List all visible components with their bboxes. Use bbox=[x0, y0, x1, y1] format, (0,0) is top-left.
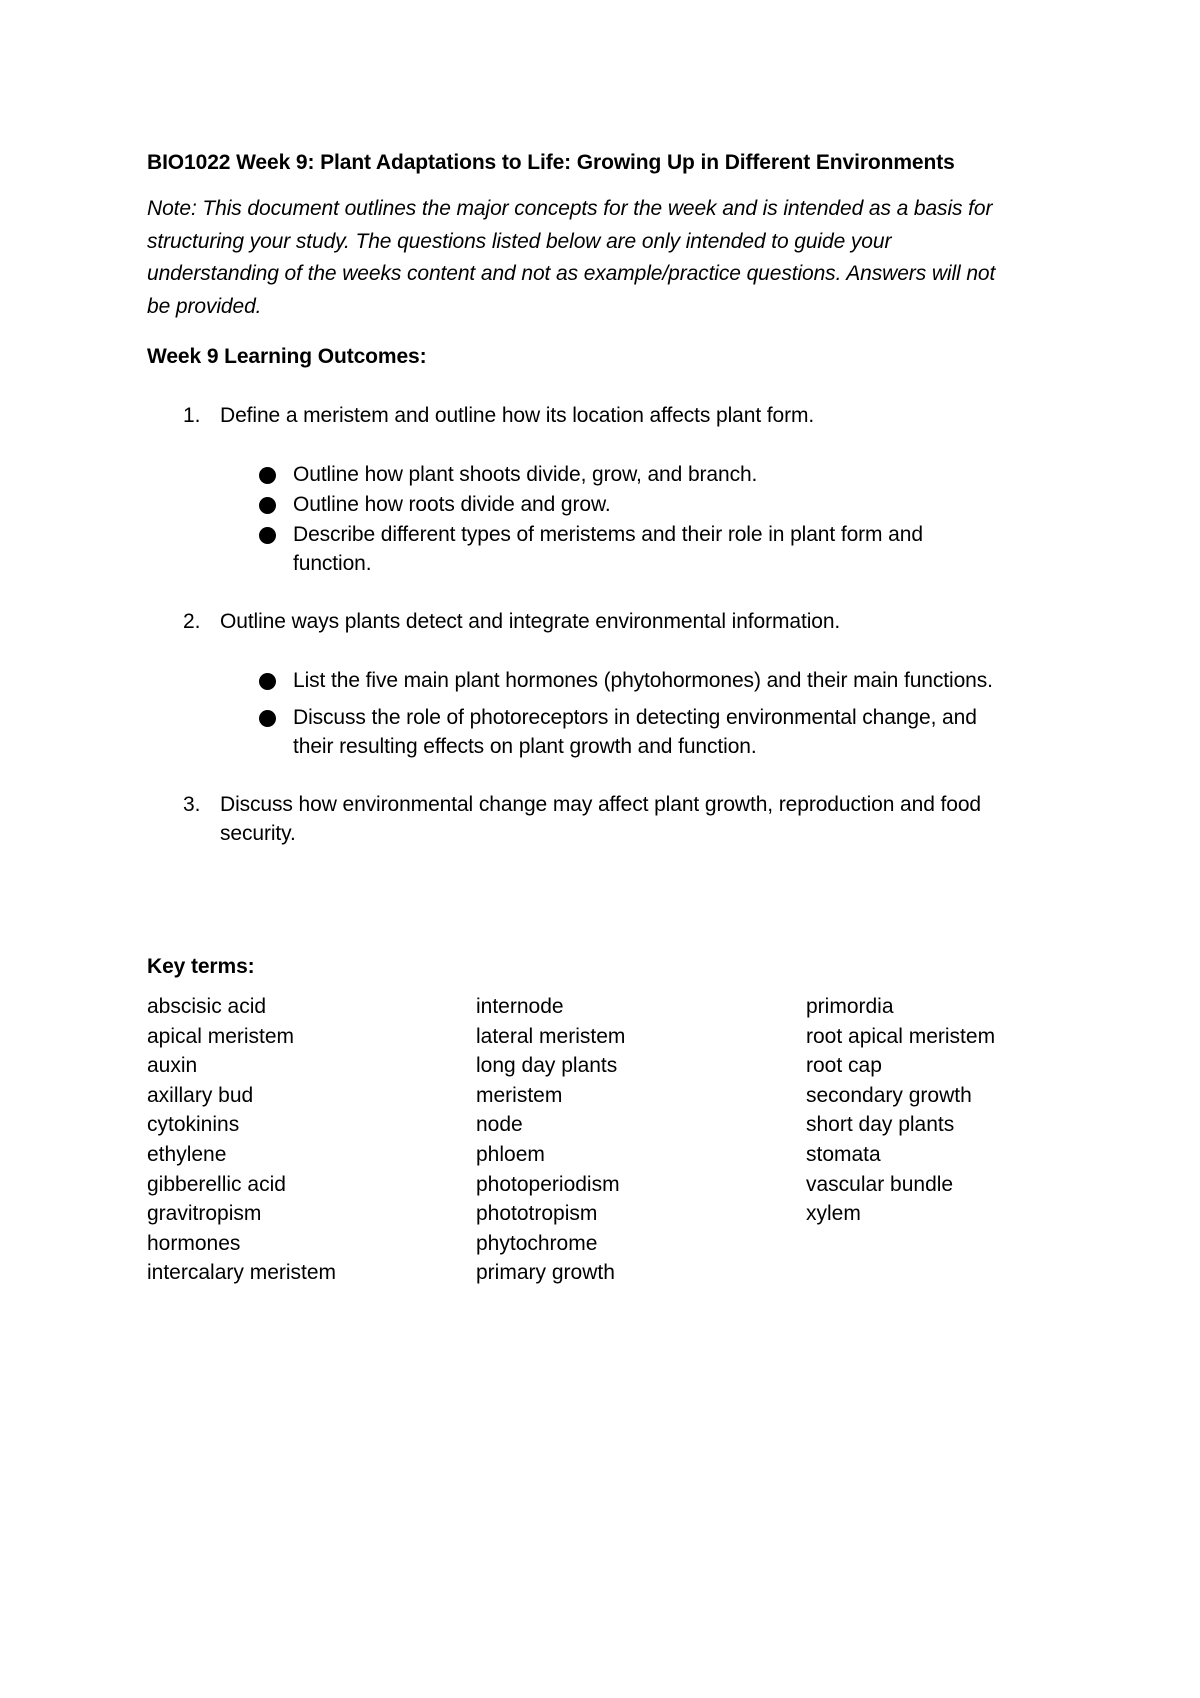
bullet-icon bbox=[259, 467, 276, 484]
note-line: understanding of the weeks content and not as example/practice questions. Answers will not bbox=[147, 262, 996, 285]
key-term: lateral meristem bbox=[476, 1024, 626, 1048]
bullet-text: Outline how plant shoots divide, grow, and branch. bbox=[293, 463, 758, 486]
key-term: auxin bbox=[147, 1054, 198, 1078]
bullet-text: function. bbox=[293, 552, 372, 575]
key-term: phototropism bbox=[476, 1202, 598, 1226]
key-term: secondary growth bbox=[806, 1083, 972, 1107]
key-term: stomata bbox=[806, 1143, 881, 1166]
key-term: axillary bud bbox=[147, 1083, 254, 1107]
outcome-text: security. bbox=[220, 822, 296, 845]
bullet-icon bbox=[259, 710, 276, 727]
key-term: intercalary meristem bbox=[147, 1261, 337, 1285]
key-term: node bbox=[476, 1113, 523, 1137]
key-term: gravitropism bbox=[147, 1202, 262, 1226]
key-term: ethylene bbox=[147, 1143, 227, 1166]
key-terms-heading: Key terms: bbox=[147, 955, 255, 978]
key-term: short day plants bbox=[806, 1113, 955, 1137]
key-term: meristem bbox=[476, 1083, 563, 1107]
key-term: xylem bbox=[806, 1202, 861, 1226]
key-term: hormones bbox=[147, 1231, 241, 1255]
key-term: phloem bbox=[476, 1143, 545, 1166]
bullet-text: Outline how roots divide and grow. bbox=[293, 493, 611, 516]
note-line: be provided. bbox=[147, 295, 262, 318]
key-term: primary growth bbox=[476, 1261, 615, 1285]
key-term: primordia bbox=[806, 995, 894, 1018]
key-term: gibberellic acid bbox=[147, 1172, 286, 1196]
document-title: BIO1022 Week 9: Plant Adaptations to Life: Growing Up in Different Environments bbox=[147, 151, 955, 174]
key-term: abscisic acid bbox=[147, 995, 267, 1018]
key-term: photoperiodism bbox=[476, 1172, 620, 1196]
bullet-text: their resulting effects on plant growth and function. bbox=[293, 735, 757, 758]
bullet-text: Describe different types of meristems and their role in plant form and bbox=[293, 523, 923, 546]
bullet-text: List the five main plant hormones (phytohormones) and their main functions. bbox=[293, 669, 993, 692]
key-term: phytochrome bbox=[476, 1231, 598, 1255]
bullet-text: Discuss the role of photoreceptors in detecting environmental change, and bbox=[293, 706, 977, 729]
note-line: Note: This document outlines the major concepts for the week and is intended as a basis for bbox=[147, 197, 993, 220]
key-term: apical meristem bbox=[147, 1024, 295, 1048]
outcome-text: Discuss how environmental change may affect plant growth, reproduction and food bbox=[220, 793, 981, 816]
outcome-text: Define a meristem and outline how its location affects plant form. bbox=[220, 404, 815, 427]
bullet-icon bbox=[259, 673, 276, 690]
outcomes-heading: Week 9 Learning Outcomes: bbox=[147, 345, 427, 368]
bullet-icon bbox=[259, 527, 276, 544]
key-term: vascular bundle bbox=[806, 1172, 954, 1196]
outcome-number: 1. bbox=[183, 404, 201, 427]
key-term: internode bbox=[476, 995, 564, 1018]
key-term: root apical meristem bbox=[806, 1024, 996, 1048]
outcome-number: 2. bbox=[183, 610, 201, 633]
outcome-number: 3. bbox=[183, 793, 201, 816]
key-term: long day plants bbox=[476, 1054, 618, 1078]
note-line: structuring your study. The questions listed below are only intended to guide your bbox=[147, 230, 892, 253]
bullet-icon bbox=[259, 497, 276, 514]
key-term: root cap bbox=[806, 1054, 882, 1078]
key-term: cytokinins bbox=[147, 1113, 240, 1137]
outcome-text: Outline ways plants detect and integrate environmental information. bbox=[220, 610, 841, 633]
